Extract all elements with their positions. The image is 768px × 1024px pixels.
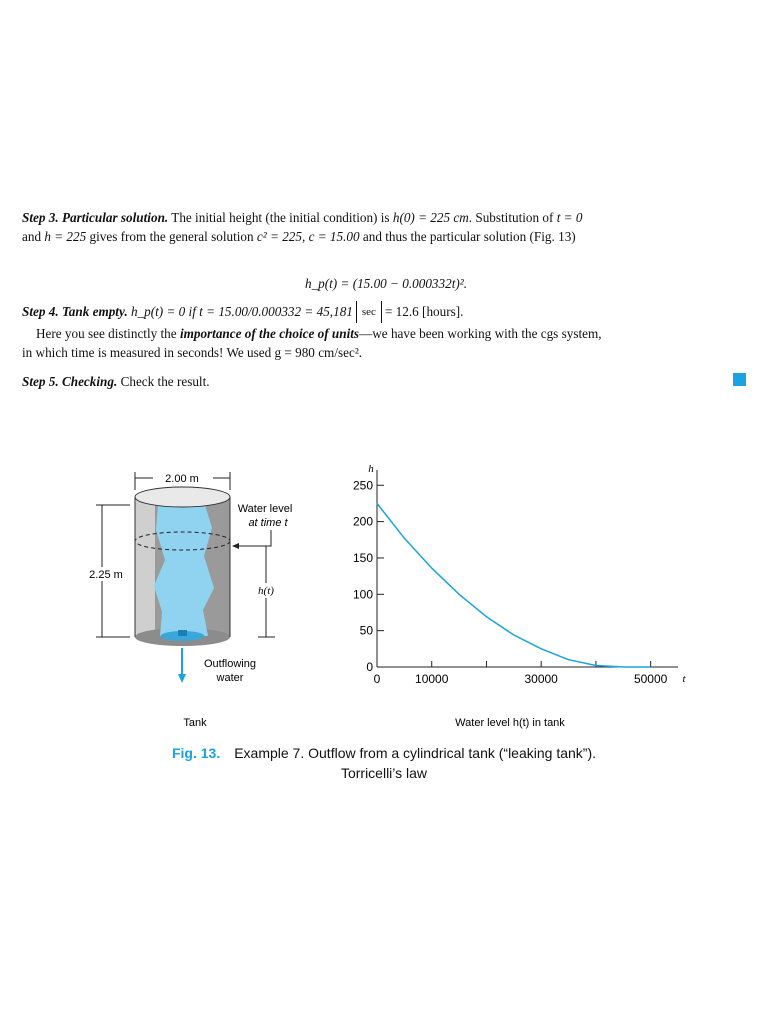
step-4-text-a: h_p(t) = 0 if t = 15.00/0.000332 = 45,181 — [127, 304, 353, 320]
step-3-c2: c² = 225, c = 15.00 — [256, 229, 360, 244]
y-ticks — [353, 478, 384, 674]
y-tick-label: 250 — [352, 478, 373, 493]
y-tick-label: 100 — [352, 587, 373, 602]
caption-label: Fig. 13. — [171, 745, 221, 761]
step-3-line-1 — [22, 208, 750, 227]
step-3-h0: h(0) = 225 cm — [392, 210, 469, 225]
x-tick-label: 30000 — [524, 672, 558, 686]
step-4-line-1 — [22, 302, 750, 324]
y-axis-label: h — [368, 463, 374, 475]
x-ticks — [374, 661, 668, 686]
y-tick-label: 0 — [366, 660, 373, 674]
water-level-label-2: at time t — [248, 517, 288, 529]
x-tick-label: 0 — [373, 672, 381, 686]
tank-highlight — [135, 497, 155, 637]
step-4-label: Step 4. — [22, 304, 59, 320]
tank-height-label: 2.25 m — [89, 569, 123, 581]
water-level-leader — [236, 530, 271, 546]
caption-line-2: Torricelli’s law — [340, 765, 428, 781]
step-5-text: Check the result. — [117, 374, 210, 389]
step-3-paragraph — [22, 208, 750, 246]
tank-caption: Tank — [183, 717, 207, 729]
step-5-paragraph — [22, 372, 750, 391]
step-4-line-2 — [22, 324, 750, 343]
step-3-line2-c: and thus the particular solution (Fig. 13) — [359, 229, 576, 244]
unit-bracket: sec — [356, 301, 382, 323]
y-tick-label: 150 — [352, 550, 373, 565]
y-tick-label: 200 — [352, 514, 373, 529]
tank-hole — [178, 630, 187, 636]
step-5-line — [22, 372, 750, 391]
caption-text-1: Example 7. Outflow from a cylindrical tank (“leaking tank”). — [234, 745, 597, 761]
step-4-para-a: Here you see distinctly the — [36, 326, 180, 341]
step-3-t0: t = 0 — [556, 210, 583, 225]
tank-illustration — [82, 470, 292, 729]
tank-top-rim — [135, 487, 230, 507]
tank-width-label: 2.00 m — [165, 473, 199, 485]
step-3-line-2 — [22, 227, 750, 246]
step-5-label: Step 5. — [22, 374, 59, 389]
step-4-text-b: = 12.6 [hours]. — [384, 304, 464, 320]
step-3-title: Particular solution. — [61, 210, 169, 225]
step-3-line2-a: and — [22, 229, 45, 244]
water-level-chart — [353, 463, 687, 729]
x-axis-label: t — [682, 673, 686, 685]
units-emphasis: importance of the choice of units — [179, 326, 360, 341]
figure-caption — [0, 743, 768, 783]
chart-caption: Water level h(t) in tank — [455, 717, 565, 729]
outflow-label-2: water — [216, 672, 244, 684]
water-level-label-1: Water level — [237, 503, 293, 515]
water-level-curve — [377, 503, 651, 667]
outflow-label-1: Outflowing — [204, 658, 256, 670]
outflow-arrowhead — [178, 674, 186, 683]
end-of-proof-square — [733, 373, 746, 386]
particular-solution-equation: h_p(t) = (15.00 − 0.000332t)². — [304, 276, 468, 291]
step-4-title: Tank empty. — [61, 304, 128, 320]
x-tick-label: 10000 — [415, 672, 449, 686]
water-level-arrowhead — [232, 543, 239, 549]
step-3-line2-b: gives from the general solution — [86, 229, 257, 244]
step-3-text-a: The initial height (the initial condition) is — [168, 210, 393, 225]
step-4-line-3: in which time is measured in seconds! We used g = 980 cm/sec². — [22, 345, 363, 360]
h-of-t-label: h(t) — [258, 585, 274, 597]
step-3-label: Step 3. — [22, 210, 59, 225]
step-4-para-b: —we have been working with the cgs system, — [359, 326, 602, 341]
caption-line-1 — [0, 743, 768, 763]
step-3-text-b: . Substitution of — [468, 210, 557, 225]
x-tick-label: 50000 — [633, 672, 668, 686]
y-tick-label: 50 — [359, 623, 373, 638]
chart-series — [377, 503, 651, 667]
step-4-paragraph — [22, 302, 750, 362]
step-3-h225: h = 225 — [44, 229, 87, 244]
step-5-title: Checking. — [61, 374, 118, 389]
figure-13 — [0, 460, 768, 740]
